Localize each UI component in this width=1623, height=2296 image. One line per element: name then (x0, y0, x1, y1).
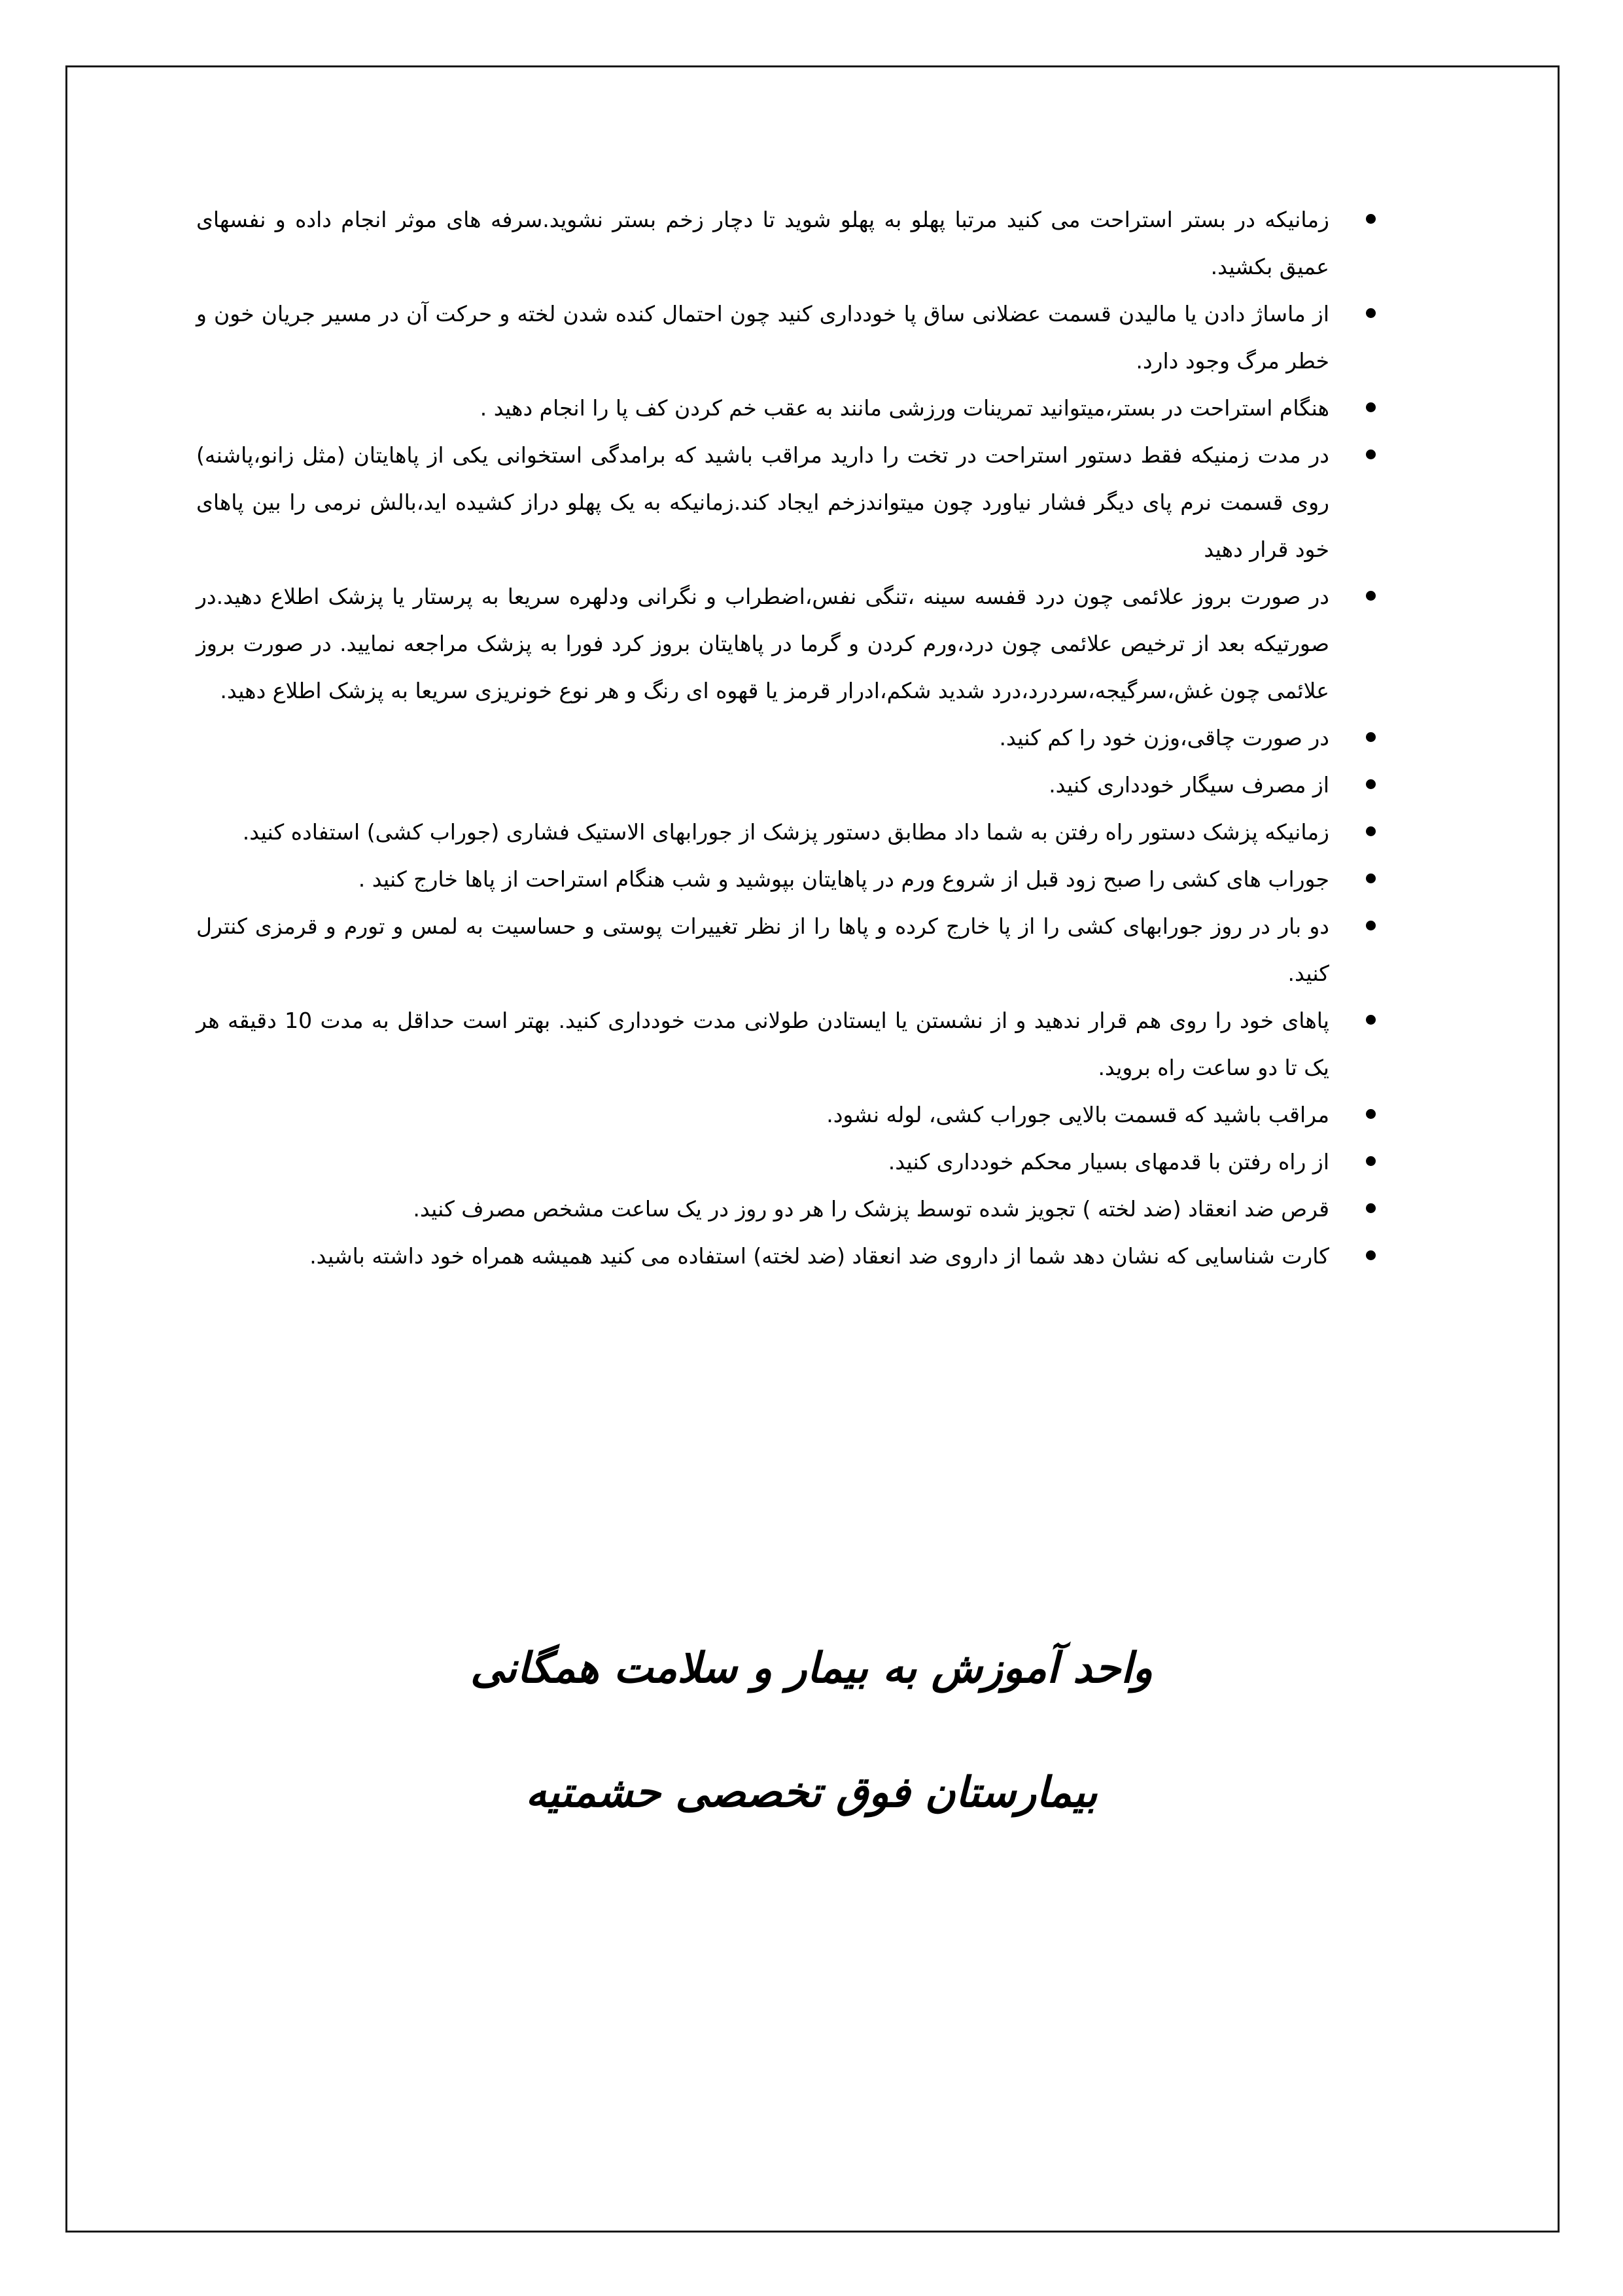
bullet-icon (1366, 402, 1376, 412)
list-item-text: زمانیکه پزشک دستور راه رفتن به شما داد مطابق دستور پزشک از جورابهای الاستیک فشاری (جوراب کشی) استفاده کنید. (242, 819, 1329, 845)
bullet-icon (1366, 732, 1376, 742)
bullet-icon (1366, 1015, 1376, 1025)
footer-hospital-name: بیمارستان فوق تخصصی حشمتیه (525, 1768, 1098, 1817)
bullet-icon (1366, 1203, 1376, 1213)
list-item (196, 715, 1374, 762)
list-item-text: قرص ضد انعقاد (ضد لخته ) تجویز شده توسط پزشک را هر دو روز در یک ساعت مشخص مصرف کنید. (413, 1196, 1329, 1222)
list-item (196, 291, 1374, 385)
list-item (196, 903, 1374, 997)
list-item-text: از مصرف سیگار خودداری کنید. (1049, 772, 1329, 798)
bullet-icon (1366, 214, 1376, 224)
bullet-icon (1366, 874, 1376, 883)
list-item-text: زمانیکه در بستر استراحت می کنید مرتبا پهلو به پهلو شوید تا دچار زخم بستر نشوید.سرفه های موثر انجام داده و نفسهای عمیق بکشید. (196, 207, 1329, 279)
list-item-text: دو بار در روز جورابهای کشی را از پا خارج کرده و پاها را از نظر تغییرات پوستی و حساسیت به لمس و تورم و قرمزی کنترل کنید. (196, 913, 1329, 986)
list-item (196, 573, 1374, 715)
bullet-icon (1366, 1109, 1376, 1119)
list-item (196, 1091, 1374, 1139)
list-item-text: مراقب باشید که قسمت بالایی جوراب کشی، لوله نشود. (826, 1102, 1329, 1127)
bullet-icon (1366, 826, 1376, 836)
list-item (196, 1139, 1374, 1186)
list-item (196, 856, 1374, 903)
document-body (196, 196, 1374, 1280)
list-item (196, 1186, 1374, 1233)
bullet-icon (1366, 308, 1376, 318)
bullet-icon (1366, 779, 1376, 789)
bullet-icon (1366, 1156, 1376, 1166)
list-item-text: از ماساژ دادن یا مالیدن قسمت عضلانی ساق پا خودداری کنید چون احتمال کنده شدن لخته و حرکت آن در مسیر جریان خون و خطر مرگ وجود دارد. (196, 301, 1329, 374)
list-item (196, 385, 1374, 432)
list-item (196, 762, 1374, 809)
list-item-text: در صورت چاقی،وزن خود را کم کنید. (999, 725, 1329, 751)
patient-instructions-list (196, 196, 1374, 1280)
list-item (196, 1233, 1374, 1280)
list-item-text: پاهای خود را روی هم قرار ندهید و از نشستن یا ایستادن طولانی مدت خودداری کنید. بهتر است حداقل به مدت 10 دقیقه هر یک تا دو ساعت راه بروید. (196, 1008, 1329, 1080)
list-item-text: هنگام استراحت در بستر،میتوانید تمرینات ورزشی مانند به عقب خم کردن کف پا را انجام دهید . (480, 395, 1329, 421)
list-item-text: جوراب های کشی را صبح زود قبل از شروع ورم در پاهایتان بپوشید و شب هنگام استراحت از پاها خارج کنید . (358, 866, 1329, 892)
list-item (196, 196, 1374, 291)
bullet-icon (1366, 1250, 1376, 1260)
list-item (196, 809, 1374, 856)
list-item-text: در صورت بروز علائمی چون درد قفسه سینه ،تنگی نفس،اضطراب و نگرانی ودلهره سریعا به پرستار یا پزشک اطلاع دهید.در صورتیکه بعد از ترخیص علائمی چون درد،ورم کردن و گرما در پاهایتان بروز کرد فورا به پزشک مراجعه نمایید. در صورت بروز علائمی چون غش،سرگیجه،سردرد،درد شدید شکم،ادرار قرمز یا قهوه ای رنگ و هر نوع خونریزی سریعا به پزشک اطلاع دهید. (196, 584, 1329, 703)
bullet-icon (1366, 591, 1376, 601)
list-item (196, 432, 1374, 573)
list-item (196, 997, 1374, 1091)
list-item-text: در مدت زمنیکه فقط دستور استراحت در تخت را دارید مراقب باشید که برامدگی استخوانی یکی از پاهایتان (مثل زانو،پاشنه) روی قسمت نرم پای دیگر فشار نیاورد چون میتواندزخم ایجاد کند.زمانیکه به یک پهلو دراز کشیده اید،بالش نرمی را بین پاهای خود قرار دهید (196, 442, 1329, 562)
bullet-icon (1366, 921, 1376, 930)
list-item-text: کارت شناسایی که نشان دهد شما از داروی ضد انعقاد (ضد لخته) استفاده می کنید همیشه همراه خود داشته باشید. (309, 1243, 1329, 1269)
list-item-text: از راه رفتن با قدمهای بسیار محکم خودداری کنید. (888, 1149, 1329, 1174)
footer-unit-name: واحد آموزش به بیمار و سلامت همگانی (470, 1644, 1153, 1693)
bullet-icon (1366, 450, 1376, 459)
